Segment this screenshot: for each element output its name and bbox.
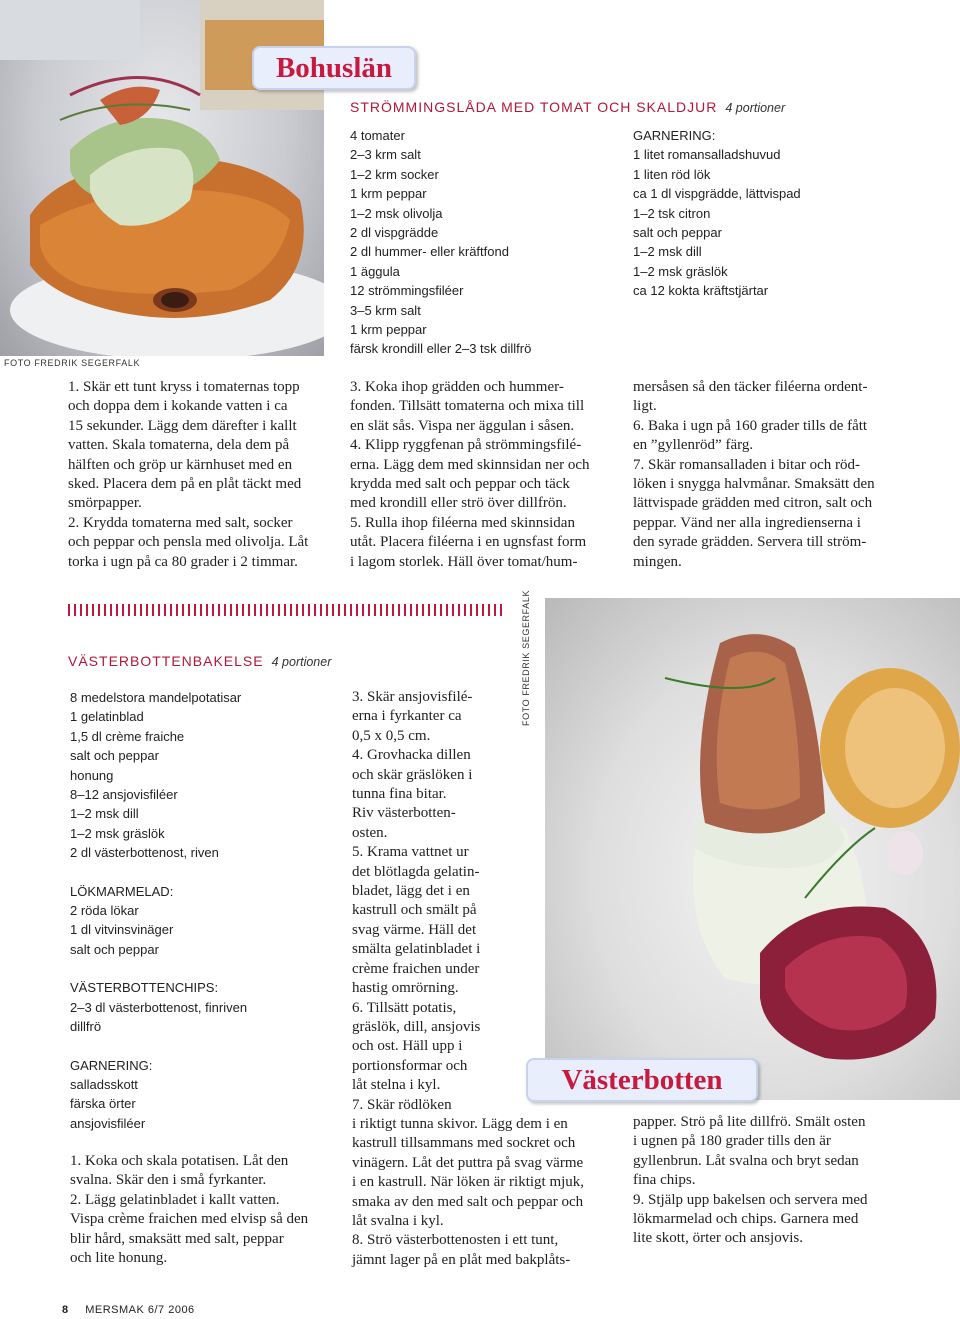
instructions-col-2 <box>350 378 590 572</box>
garnish-list <box>633 126 801 301</box>
ingredient-item: 1 krm peppar <box>350 186 427 202</box>
instruction-line: fonden. Tillsätt tomaterna och mixa till <box>350 398 585 415</box>
ingredient-item: 1 krm peppar <box>350 322 427 338</box>
ingredient-item: 3–5 krm salt <box>350 302 421 318</box>
ingredient-item: 1 äggula <box>350 263 400 279</box>
garnish-item: ansjovisfiléer <box>70 1115 146 1131</box>
instruction-line: kastrull tillsammans med sockret och <box>352 1135 576 1152</box>
garnish-item: 1–2 msk gräslök <box>633 263 728 279</box>
garnish-item: 1–2 tsk citron <box>633 205 711 221</box>
garnish-heading: GARNERING: <box>633 128 716 143</box>
banner-text: Bohuslän <box>275 52 393 84</box>
instruction-line: 1. Koka och skala potatisen. Låt den <box>70 1153 289 1169</box>
instruction-line: 3. Skär ansjovisfilé- <box>352 689 473 705</box>
ingredient-item: 2–3 dl västerbottenost, finriven <box>70 999 248 1015</box>
garnish-item: salt och peppar <box>633 225 722 241</box>
instruction-line: 2. Krydda tomaterna med salt, socker <box>68 514 293 531</box>
instruction-line: kastrull och smält på <box>352 902 477 919</box>
instruction-line: 7. Skär rödlöken <box>352 1096 452 1113</box>
magazine-issue: MERSMAK 6/7 2006 <box>85 1304 195 1316</box>
instructions-col-3 <box>633 378 875 572</box>
ingredient-item: 2–3 krm salt <box>350 147 421 163</box>
photo-credit: FOTO FREDRIK SEGERFALK <box>521 589 531 726</box>
garnish-item: ca 1 dl vispgrädde, lättvispad <box>633 186 801 202</box>
instruction-line: torka i ugn på ca 80 grader i 2 timmar. <box>68 553 298 570</box>
instructions-col-3 <box>633 1113 868 1249</box>
decorative-stripe <box>68 604 504 616</box>
instruction-line: den syrade grädden. Servera till ström- <box>633 534 867 551</box>
instruction-line: 1. Skär ett tunt kryss i tomaternas topp <box>68 379 300 395</box>
instruction-line: vatten. Skala tomaterna, dela dem på <box>68 437 290 454</box>
page-number: 8 <box>62 1304 69 1316</box>
page-footer <box>62 1304 195 1316</box>
instruction-line: lökmarmelad och chips. Garnera med <box>633 1211 859 1228</box>
instruction-line: i ugnen på 180 grader tills den är <box>633 1133 831 1150</box>
instruction-line: med krondill eller strö över dillfrön. <box>350 495 567 512</box>
recipe-title-text: STRÖMMINGSLÅDA MED TOMAT OCH SKALDJUR <box>350 99 718 115</box>
instruction-line: hälften och gröp ur kärnhuset med en <box>68 456 293 473</box>
instruction-line: blir hård, smaksätt med salt, peppar <box>70 1230 284 1247</box>
instruction-line: 0,5 x 0,5 cm. <box>352 727 431 744</box>
instruction-line: Vispa crème fraichen med elvisp så den <box>70 1211 309 1228</box>
ingredient-item: 1,5 dl crème fraiche <box>70 728 185 744</box>
instruction-line: jämnt lager på en plåt med bakplåts- <box>352 1251 571 1268</box>
portions: 4 portioner <box>725 101 786 115</box>
instruction-line: papper. Strö på lite dillfrö. Smält osten <box>633 1114 866 1130</box>
instruction-line: låt stelna i kyl. <box>352 1077 441 1094</box>
instruction-line: smörpapper. <box>68 495 142 512</box>
dish-illustration <box>545 598 960 1100</box>
instruction-line: 15 sekunder. Lägg dem därefter i kallt <box>68 417 297 434</box>
instruction-line: vinägern. Låt det puttra på svag värme <box>352 1154 584 1171</box>
instruction-line: låt svalna i kyl. <box>352 1212 444 1229</box>
instruction-line: 4. Klipp ryggfenan på strömmingsfilé- <box>350 437 582 454</box>
recipe-title <box>350 99 785 115</box>
instruction-line: 6. Baka i ugn på 160 grader tills de fått <box>633 417 868 434</box>
instruction-line: i en kastrull. När löken är riktigt mjuk, <box>352 1174 585 1191</box>
instruction-line: mersåsen så den täcker filéerna ordent- <box>633 379 868 395</box>
instruction-line: lättvispade grädden med citron, salt och <box>633 495 873 512</box>
instruction-line: 5. Krama vattnet ur <box>352 844 469 861</box>
instruction-line: smälta gelatinbladet i <box>352 941 481 958</box>
recipe-title <box>68 653 331 669</box>
instruction-line: erna. Lägg dem med skinnsidan ner och <box>350 456 590 473</box>
instruction-line: och skär gräslöken i <box>352 766 473 783</box>
instruction-line: mingen. <box>633 553 682 570</box>
ingredient-item: 1–2 krm socker <box>350 166 439 182</box>
instruction-line: tunna fina bitar. <box>352 786 447 803</box>
ingredient-list <box>70 688 247 1133</box>
recipe-title-text: VÄSTERBOTTENBAKELSE <box>68 653 264 669</box>
instruction-line: och doppa dem i kokande vatten i ca <box>68 398 288 415</box>
instruction-line: löken i snygga halvmånar. Smaksätt den <box>633 476 875 493</box>
banner-text: Västerbotten <box>561 1064 723 1096</box>
instruction-line: smaka av den med salt och peppar och <box>352 1193 584 1210</box>
ingredient-item: 1 dl vitvinsvinäger <box>70 922 174 938</box>
instruction-line: 7. Skär romansalladen i bitar och röd- <box>633 456 861 473</box>
garnish-heading: GARNERING: <box>70 1057 153 1073</box>
instruction-line: svalna. Skär den i små fyrkanter. <box>70 1172 267 1189</box>
ingredient-item: salt och peppar <box>70 941 159 957</box>
instruction-line: det blötlagda gelatin- <box>352 863 480 880</box>
region-banner-bohuslan <box>252 46 416 90</box>
garnish-item: 1 litet romansalladshuvud <box>633 147 781 163</box>
instruction-line: lite skott, örter och ansjovis. <box>633 1230 803 1247</box>
instruction-line: gräslök, dill, ansjovis <box>352 1018 481 1035</box>
instructions-col-1 <box>70 1152 308 1268</box>
instruction-line: i lagom storlek. Häll över tomat/hum- <box>350 553 578 570</box>
instruction-line: 8. Strö västerbottenosten i ett tunt, <box>352 1232 559 1249</box>
instruction-line: krydda med salt och peppar och täck <box>350 476 570 493</box>
instruction-line: peppar. Vänd ner alla ingredienserna i <box>633 514 861 531</box>
instruction-line: 2. Lägg gelatinbladet i kallt vatten. <box>70 1191 280 1208</box>
instruction-line: Riv västerbotten- <box>352 805 456 822</box>
garnish-item: ca 12 kokta kräftstjärtar <box>633 283 769 299</box>
instruction-line: fina chips. <box>633 1172 696 1189</box>
ingredient-item: 1 gelatinblad <box>70 709 144 725</box>
instruction-line: 9. Stjälp upp bakelsen och servera med <box>633 1191 868 1208</box>
ingredient-item: 2 dl vispgrädde <box>350 225 439 241</box>
region-banner-vasterbotten <box>526 1058 758 1102</box>
instruction-line: sked. Placera dem på en plåt täckt med <box>68 476 302 493</box>
ingredient-item: 12 strömmingsfiléer <box>350 283 464 299</box>
instructions-col-1 <box>68 378 308 572</box>
photo-credit: FOTO FREDRIK SEGERFALK <box>4 358 141 368</box>
instruction-line: 3. Koka ihop grädden och hummer- <box>350 379 564 395</box>
instruction-line: i riktigt tunna skivor. Lägg dem i en <box>352 1115 568 1132</box>
ingredient-item: 1–2 msk olivolja <box>350 205 443 221</box>
ingredient-list <box>350 126 531 359</box>
ingredient-item: honung <box>70 767 114 783</box>
ingredient-item: 8 medelstora mandelpotatisar <box>70 690 242 705</box>
lokmarmelad-heading: LÖKMARMELAD: <box>70 883 174 899</box>
ingredient-item: 8–12 ansjovisfiléer <box>70 787 178 803</box>
instruction-line: svag värme. Häll det <box>352 921 477 938</box>
instruction-line: och lite honung. <box>70 1250 168 1267</box>
instruction-line: hastig omrörning. <box>352 980 459 997</box>
garnish-item: salladsskott <box>70 1076 138 1092</box>
garnish-item: 1–2 msk dill <box>633 244 702 260</box>
instruction-line: 4. Grovhacka dillen <box>352 747 471 764</box>
garnish-item: 1 liten röd lök <box>633 166 711 182</box>
portions: 4 portioner <box>271 655 332 669</box>
instruction-line: och peppar och pensla med olivolja. Låt <box>68 534 309 551</box>
instruction-line: utåt. Placera filéerna i en ugnsfast form <box>350 534 587 551</box>
instruction-line: portionsformar och <box>352 1057 468 1074</box>
instruction-line: osten. <box>352 824 388 841</box>
garnish-item: färska örter <box>70 1096 136 1112</box>
instruction-line: ligt. <box>633 398 657 415</box>
ingredient-item: 2 dl hummer- eller kräftfond <box>350 244 509 260</box>
chips-heading: VÄSTERBOTTENCHIPS: <box>70 980 219 996</box>
ingredient-item: salt och peppar <box>70 748 159 764</box>
ingredient-item: 1–2 msk gräslök <box>70 825 165 841</box>
instruction-line: en slät sås. Vispa ner äggulan i såsen. <box>350 417 575 434</box>
instruction-line: 5. Rulla ihop filéerna med skinnsidan <box>350 514 575 531</box>
instruction-line: crème fraichen under <box>352 960 480 977</box>
instruction-line: en ”gyllenröd” färg. <box>633 437 754 454</box>
ingredient-item: 2 dl västerbottenost, riven <box>70 845 219 861</box>
instruction-line: 6. Tillsätt potatis, <box>352 999 457 1016</box>
ingredient-item: 1–2 msk dill <box>70 806 139 822</box>
ingredient-item: färsk krondill eller 2–3 tsk dillfrö <box>350 341 532 357</box>
ingredient-item: dillfrö <box>70 1019 102 1035</box>
ingredient-item: 4 tomater <box>350 128 405 143</box>
instruction-line: och ost. Häll upp i <box>352 1038 463 1055</box>
instruction-line: bladet, lägg det i en <box>352 883 470 900</box>
photo-vasterbottenbakelse <box>545 598 960 1100</box>
ingredient-item: 2 röda lökar <box>70 903 139 919</box>
instruction-line: erna i fyrkanter ca <box>352 708 462 725</box>
instruction-line: gyllenbrun. Låt svalna och bryt sedan <box>633 1152 859 1169</box>
